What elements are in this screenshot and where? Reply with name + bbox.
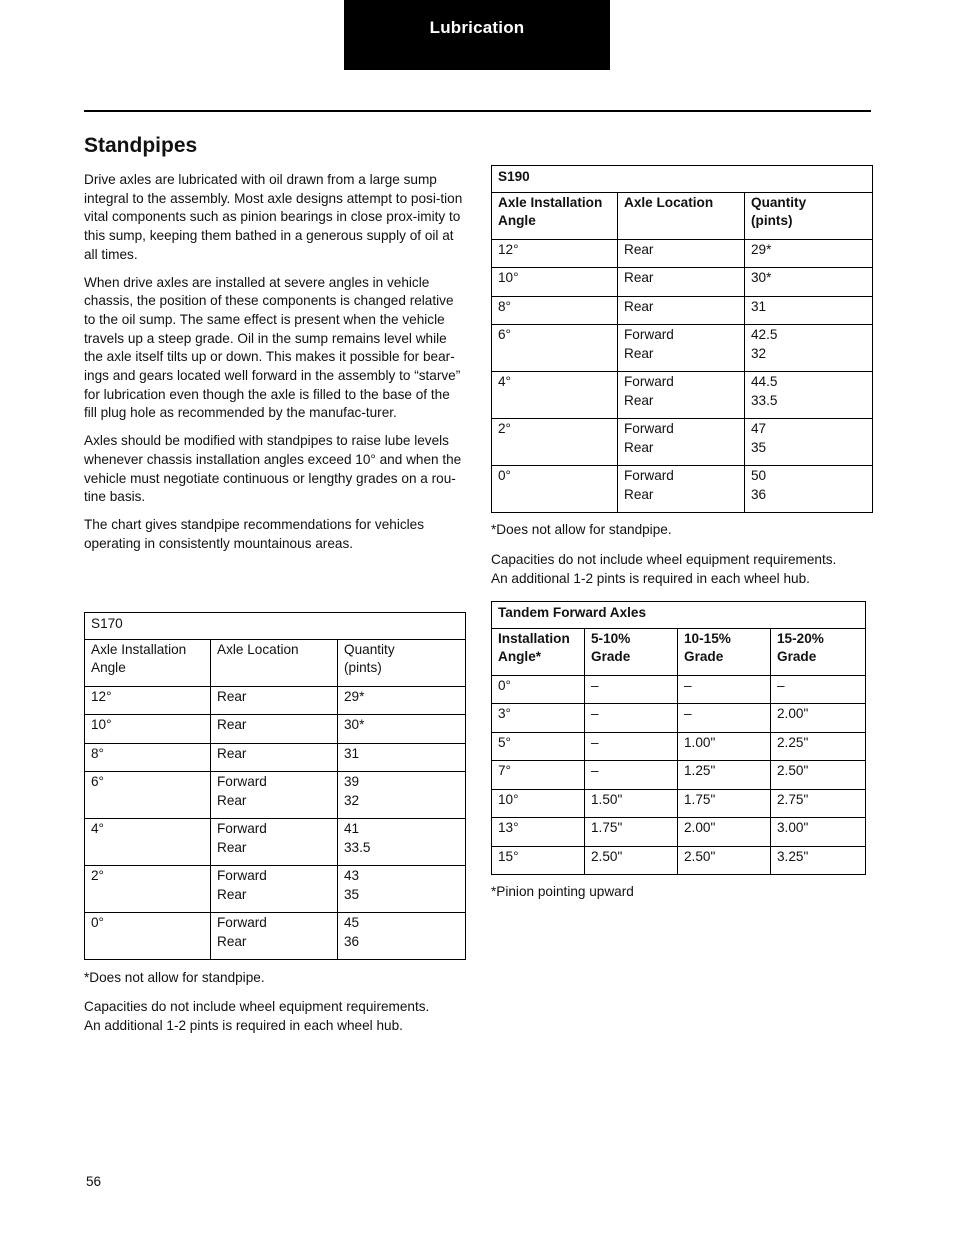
table-row <box>85 819 466 866</box>
cell-line: Rear <box>624 345 654 361</box>
cell-line: 13° <box>498 820 519 835</box>
cell-line: 10° <box>498 270 519 285</box>
cell-line: Axle Location <box>217 641 299 657</box>
table-cell <box>745 372 873 419</box>
cell-line: Rear <box>624 270 654 285</box>
table-row <box>492 732 866 761</box>
table-cell <box>585 732 678 761</box>
cell-line: 3.25" <box>777 848 809 864</box>
cell-line: 2.25" <box>777 734 809 750</box>
table-cell <box>492 846 585 875</box>
cell-line: 47 <box>751 421 767 436</box>
cell-line: 1.50" <box>591 791 623 807</box>
cell-line: – <box>777 677 785 693</box>
table-cell <box>338 715 466 744</box>
header-rule <box>84 110 871 112</box>
table-row <box>492 761 866 790</box>
cell-line: 39 <box>344 774 360 789</box>
table-cell <box>678 818 771 847</box>
table-cell <box>771 761 866 790</box>
cell-line: 43 <box>344 868 360 883</box>
table-row <box>85 913 466 960</box>
table-cell <box>745 268 873 297</box>
table-row <box>85 715 466 744</box>
table-row <box>85 772 466 819</box>
cell-line: Rear <box>217 745 247 761</box>
table-cell <box>492 628 585 675</box>
cell-line: 45 <box>344 915 360 930</box>
table-cell <box>618 466 745 513</box>
table-cell <box>492 296 618 325</box>
table-cell <box>211 819 338 866</box>
table-caption: Tandem Forward Axles <box>492 602 866 629</box>
table-cell <box>585 704 678 733</box>
table-cell <box>85 715 211 744</box>
table-caption-row <box>492 166 873 193</box>
table-cell <box>678 732 771 761</box>
cell-line: Rear <box>624 392 654 408</box>
table-cell <box>338 639 466 686</box>
table-cell <box>745 419 873 466</box>
cell-line: 6° <box>498 327 511 342</box>
cell-line: 2.00" <box>684 820 716 835</box>
table-cell <box>745 239 873 268</box>
cell-line: Grade <box>684 649 724 664</box>
table-cell <box>85 866 211 913</box>
table-header-row <box>492 192 873 239</box>
cell-line: Axle Installation <box>498 194 603 210</box>
table-row <box>492 846 866 875</box>
table-cell <box>211 686 338 715</box>
cell-line: Forward <box>624 374 674 389</box>
table-caption-row <box>85 613 466 640</box>
table-cell <box>492 268 618 297</box>
table-row <box>85 686 466 715</box>
cell-line: Quantity <box>751 194 807 210</box>
s190-capacity-note <box>491 550 836 588</box>
cell-line: 4° <box>498 374 511 389</box>
cell-line: Forward <box>217 868 267 883</box>
table-row <box>85 866 466 913</box>
cell-line: – <box>591 706 599 721</box>
table-cell <box>492 325 618 372</box>
cell-line: 15-20% <box>777 630 824 646</box>
cell-line: 2° <box>498 421 511 436</box>
paragraph-standpipes: Axles should be modified with standpipes to raise lube levels whenever chassis installation angles exceed 10° and when the vehicle must negotiate continuous or lengthy grades on a rou-tine basis. <box>84 433 462 505</box>
table-row <box>492 239 873 268</box>
cell-line: 30* <box>751 270 772 285</box>
cell-line: 2.50" <box>591 848 623 864</box>
table-cell <box>771 628 866 675</box>
cell-line: 36 <box>751 486 767 502</box>
cell-line: 2.75" <box>777 791 809 807</box>
table-cell <box>338 743 466 772</box>
table-row <box>492 419 873 466</box>
cell-line: (pints) <box>344 660 382 675</box>
cell-line: Grade <box>777 649 817 664</box>
table-cell <box>745 466 873 513</box>
page-number: 56 <box>86 1174 102 1189</box>
table-cell <box>745 325 873 372</box>
table-cell <box>771 704 866 733</box>
cell-line: Rear <box>217 886 247 902</box>
table-cell <box>85 686 211 715</box>
cell-line: 12° <box>498 241 519 257</box>
table-cell <box>585 846 678 875</box>
table-row <box>492 325 873 372</box>
paragraph-installation: When drive axles are installed at severe angles in vehicle chassis, the position of these components is changed relative to the oil sump. The same effect is present when the vehicle travels up a steep grade. Oil in the sump remains level while the axle itself tilts up or down. This makes it possible for bear-ings and gears located well forward in the assembly to “starve” for lubrication even though the axle is filled to the base of the fill plug hole as recommended by the manufac-turer. <box>84 274 461 421</box>
table-cell <box>492 675 585 704</box>
table-cell <box>492 732 585 761</box>
table-row <box>492 789 866 818</box>
table-cell <box>211 639 338 686</box>
cell-line: – <box>684 706 692 721</box>
table-cell <box>338 819 466 866</box>
cell-line: 41 <box>344 821 360 836</box>
cell-line: Forward <box>624 468 674 483</box>
table-cell <box>678 846 771 875</box>
cell-line: – <box>591 763 599 778</box>
s190-capacity-line: An additional 1-2 pints is required in each wheel hub. <box>491 571 810 586</box>
table-row <box>492 268 873 297</box>
cell-line: 1.00" <box>684 734 716 750</box>
table-cell <box>338 686 466 715</box>
cell-line: 6° <box>91 774 104 789</box>
table-cell <box>492 818 585 847</box>
table-cell <box>771 675 866 704</box>
cell-line: 31 <box>751 298 767 314</box>
cell-line: 44.5 <box>751 374 778 389</box>
cell-line: 1.75" <box>591 820 623 835</box>
page-title: Standpipes <box>84 134 198 157</box>
table-caption: S170 <box>85 613 466 640</box>
cell-line: Rear <box>217 688 247 704</box>
table-cell <box>585 761 678 790</box>
cell-line: 10° <box>498 791 519 807</box>
table-row <box>492 372 873 419</box>
table-cell <box>678 789 771 818</box>
table-cell <box>492 704 585 733</box>
s190-table <box>491 165 873 513</box>
cell-line: 36 <box>344 933 360 949</box>
cell-line: 29* <box>751 241 772 257</box>
table-cell <box>618 296 745 325</box>
tandem-forward-axles-table <box>491 601 866 875</box>
cell-line: Quantity <box>344 641 395 657</box>
body-text <box>84 171 465 562</box>
tandem-footnote: *Pinion pointing upward <box>491 884 634 899</box>
section-header-tab: Lubrication <box>344 0 610 70</box>
cell-line: Angle <box>91 660 126 675</box>
cell-line: 33.5 <box>344 839 371 855</box>
cell-line: (pints) <box>751 213 793 228</box>
table-cell <box>85 819 211 866</box>
cell-line: 3° <box>498 706 511 721</box>
cell-line: – <box>591 734 599 750</box>
table-cell <box>771 732 866 761</box>
cell-line: Rear <box>624 486 654 502</box>
cell-line: 4° <box>91 821 104 836</box>
cell-line: Rear <box>624 298 654 314</box>
table-cell <box>492 761 585 790</box>
paragraph-intro: Drive axles are lubricated with oil drawn from a large sump integral to the assembly. Most axle designs attempt to posi-tion vital components such as pinion bearings in close prox-imity to this sump, keeping them bathed in a generous supply of oil at all times. <box>84 172 463 262</box>
table-cell <box>211 913 338 960</box>
cell-line: 50 <box>751 468 767 483</box>
table-cell <box>85 639 211 686</box>
s190-capacity-line: Capacities do not include wheel equipment requirements. <box>491 552 837 567</box>
cell-line: 5° <box>498 734 511 750</box>
cell-line: Rear <box>217 933 247 949</box>
table-cell <box>211 715 338 744</box>
table-cell <box>492 239 618 268</box>
table-cell <box>618 325 745 372</box>
cell-line: 10° <box>91 717 112 732</box>
table-cell <box>211 866 338 913</box>
table-cell <box>771 789 866 818</box>
table-cell <box>585 818 678 847</box>
cell-line: Forward <box>624 421 674 436</box>
table-row <box>492 704 866 733</box>
table-cell <box>585 628 678 675</box>
table-cell <box>338 772 466 819</box>
cell-line: 2.50" <box>777 763 809 778</box>
cell-line: 0° <box>91 915 104 930</box>
s170-capacity-note <box>84 997 429 1035</box>
s170-capacity-line: Capacities do not include wheel equipment requirements. <box>84 999 430 1014</box>
cell-line: Rear <box>217 717 247 732</box>
table-cell <box>211 743 338 772</box>
table-cell <box>492 372 618 419</box>
table-cell <box>618 239 745 268</box>
cell-line: Forward <box>217 821 267 836</box>
s170-capacity-line: An additional 1-2 pints is required in each wheel hub. <box>84 1018 403 1033</box>
table-cell <box>618 192 745 239</box>
cell-line: 12° <box>91 688 112 704</box>
cell-line: Axle Location <box>624 194 714 210</box>
cell-line: 3.00" <box>777 820 809 835</box>
cell-line: Forward <box>217 774 267 789</box>
cell-line: Angle* <box>498 649 542 664</box>
cell-line: Rear <box>624 241 654 257</box>
table-row <box>492 818 866 847</box>
cell-line: 1.25" <box>684 763 716 778</box>
cell-line: 0° <box>498 677 511 693</box>
table-cell <box>618 419 745 466</box>
cell-line: Grade <box>591 649 631 664</box>
table-cell <box>85 743 211 772</box>
table-cell <box>211 772 338 819</box>
cell-line: – <box>684 677 692 693</box>
table-cell <box>618 372 745 419</box>
table-cell <box>771 846 866 875</box>
cell-line: 8° <box>91 745 104 761</box>
table-cell <box>492 192 618 239</box>
table-row <box>492 296 873 325</box>
cell-line: 5-10% <box>591 630 631 646</box>
table-cell <box>492 789 585 818</box>
cell-line: 7° <box>498 763 511 778</box>
table-cell <box>85 772 211 819</box>
table-cell <box>338 866 466 913</box>
table-cell <box>585 675 678 704</box>
cell-line: Rear <box>217 839 247 855</box>
cell-line: 29* <box>344 688 365 704</box>
s170-footnote: *Does not allow for standpipe. <box>84 970 265 985</box>
s170-table <box>84 612 466 960</box>
cell-line: 31 <box>344 745 360 761</box>
table-cell <box>492 419 618 466</box>
table-cell <box>585 789 678 818</box>
table-cell <box>678 628 771 675</box>
table-caption-row <box>492 602 866 629</box>
table-row <box>492 466 873 513</box>
table-cell <box>492 466 618 513</box>
cell-line: – <box>591 677 599 693</box>
table-cell <box>678 704 771 733</box>
cell-line: 0° <box>498 468 511 483</box>
table-header-row <box>492 628 866 675</box>
cell-line: Forward <box>624 327 674 342</box>
table-header-row <box>85 639 466 686</box>
cell-line: Angle <box>498 213 536 228</box>
cell-line: Forward <box>217 915 267 930</box>
cell-line: 15° <box>498 848 519 864</box>
cell-line: 32 <box>344 792 360 808</box>
cell-line: 42.5 <box>751 327 778 342</box>
cell-line: 1.75" <box>684 791 716 807</box>
table-cell <box>85 913 211 960</box>
cell-line: Axle Installation <box>91 641 187 657</box>
cell-line: 2.00" <box>777 706 809 721</box>
paragraph-chart: The chart gives standpipe recommendations for vehicles operating in consistently mountainous areas. <box>84 516 425 551</box>
table-row <box>85 743 466 772</box>
table-cell <box>338 913 466 960</box>
cell-line: 2° <box>91 868 104 883</box>
table-caption: S190 <box>492 166 873 193</box>
table-row <box>492 675 866 704</box>
cell-line: Rear <box>217 792 247 808</box>
cell-line: 8° <box>498 298 511 314</box>
s190-footnote: *Does not allow for standpipe. <box>491 522 672 537</box>
cell-line: 35 <box>751 439 767 455</box>
table-cell <box>771 818 866 847</box>
cell-line: Rear <box>624 439 654 455</box>
table-cell <box>618 268 745 297</box>
cell-line: 35 <box>344 886 360 902</box>
table-cell <box>745 192 873 239</box>
cell-line: 30* <box>344 717 365 732</box>
table-cell <box>678 761 771 790</box>
cell-line: 33.5 <box>751 392 778 408</box>
cell-line: 2.50" <box>684 848 716 864</box>
cell-line: Installation <box>498 630 570 646</box>
table-cell <box>745 296 873 325</box>
cell-line: 32 <box>751 345 767 361</box>
table-cell <box>678 675 771 704</box>
cell-line: 10-15% <box>684 630 731 646</box>
